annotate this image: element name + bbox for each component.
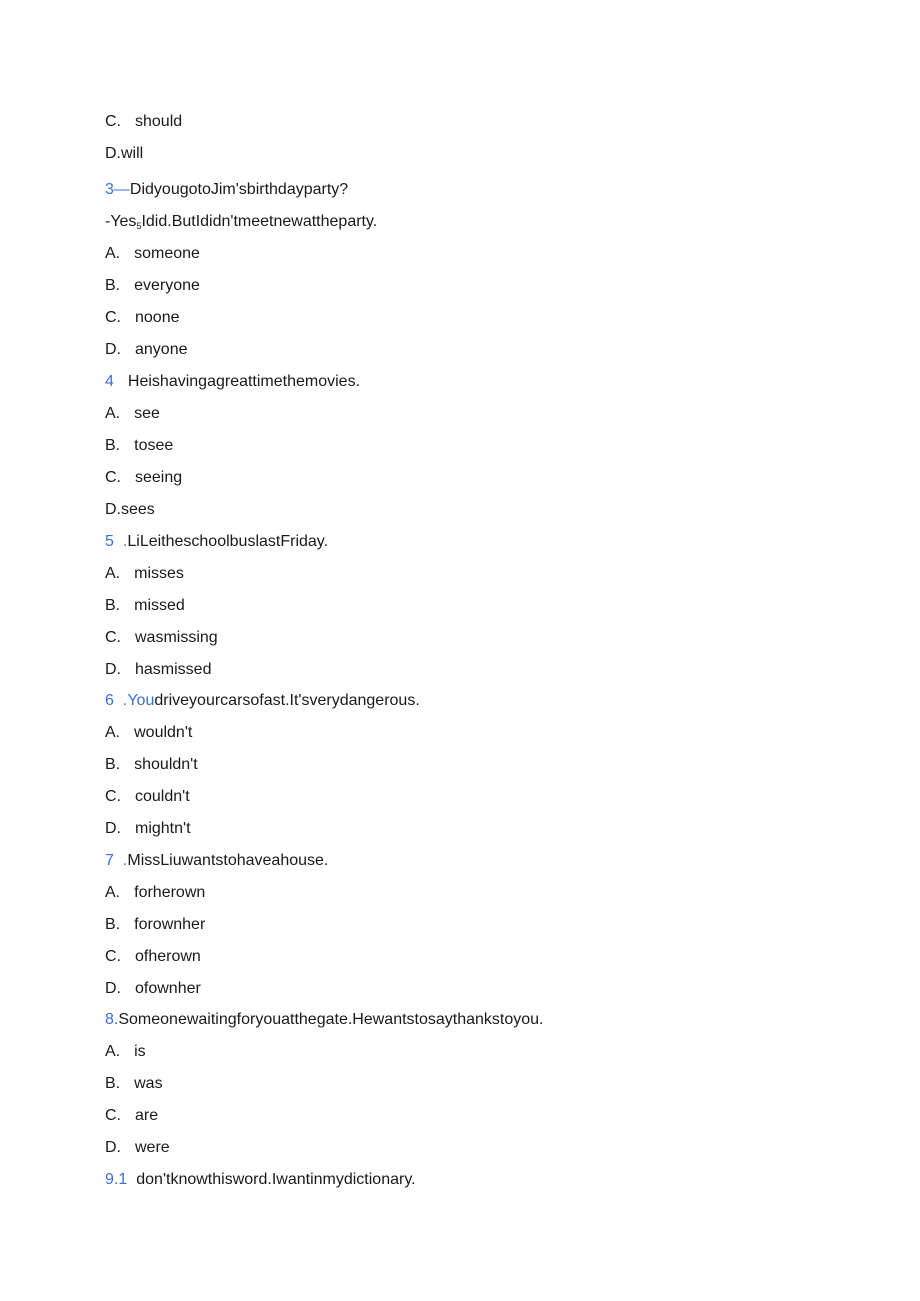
q8-option-b [105, 1073, 163, 1095]
question-dot: . [122, 852, 128, 869]
option-letter: C. [105, 1107, 121, 1124]
q4-option-b [105, 435, 173, 457]
q6-option-a [105, 722, 192, 744]
option-text: ofownher [135, 980, 201, 997]
option-text: D.sees [105, 501, 155, 518]
question-text: DidyougotoJim'sbirthdayparty? [129, 181, 349, 198]
q4-option-c [105, 467, 182, 489]
question-text: Heishavingagreattimethemovies. [127, 373, 361, 390]
question-dot: .You [122, 692, 155, 709]
option-letter: A. [105, 884, 121, 901]
option-letter: B. [105, 277, 121, 294]
option-text: ofherown [135, 948, 201, 965]
option-text: anyone [135, 341, 188, 358]
q8-option-c [105, 1105, 158, 1127]
option-letter: B. [105, 916, 121, 933]
option-letter: A. [105, 1043, 121, 1060]
option-letter: B. [105, 756, 121, 773]
option-c-should [105, 111, 182, 133]
q5-option-c [105, 627, 218, 649]
question-number: 4 [105, 373, 114, 390]
question-3-reply [105, 211, 377, 233]
reply-text-end: Idid.ButIdidn'tmeetnewattheparty. [141, 213, 378, 230]
option-letter: C. [105, 113, 121, 130]
q3-option-d [105, 339, 188, 361]
option-text: seeing [135, 469, 183, 486]
q5-option-d [105, 659, 211, 681]
question-7 [105, 850, 328, 872]
question-5 [105, 531, 328, 553]
option-text: shouldn't [134, 756, 198, 773]
question-text: Someonewaitingforyouatthegate.Hewantstosaythankstoyou. [118, 1011, 544, 1028]
option-text: misses [134, 565, 184, 582]
question-4 [105, 371, 360, 393]
option-text: forherown [134, 884, 206, 901]
reply-subscript: 5 [136, 221, 142, 231]
question-3 [105, 179, 348, 201]
q3-option-c [105, 307, 180, 329]
option-letter: D. [105, 661, 121, 678]
option-text: forownher [134, 916, 206, 933]
q6-option-c [105, 786, 190, 808]
q4-option-d [105, 499, 155, 521]
option-text: is [134, 1043, 146, 1060]
option-letter: A. [105, 724, 121, 741]
q5-option-b [105, 595, 185, 617]
option-text: missed [134, 597, 185, 614]
question-text: LiLeitheschoolbuslastFriday. [127, 533, 329, 550]
q7-option-a [105, 882, 205, 904]
option-text: someone [134, 245, 200, 262]
option-letter: C. [105, 469, 121, 486]
option-letter: A. [105, 405, 121, 422]
option-d-will [105, 143, 143, 165]
question-8 [105, 1009, 544, 1031]
question-text: driveyourcarsofast.It'sverydangerous. [154, 692, 420, 709]
q6-option-d [105, 818, 191, 840]
q5-option-a [105, 563, 184, 585]
option-letter: C. [105, 629, 121, 646]
question-number: 8. [105, 1011, 119, 1028]
option-letter: D. [105, 1139, 121, 1156]
q3-option-a [105, 243, 200, 265]
option-text: tosee [134, 437, 174, 454]
option-text: should [135, 113, 183, 130]
q8-option-a [105, 1041, 146, 1063]
option-text: D.will [105, 145, 144, 162]
option-letter: D. [105, 820, 121, 837]
option-text: couldn't [135, 788, 190, 805]
question-text: MissLiuwantstohaveahouse. [127, 852, 329, 869]
question-number: 5 [105, 533, 114, 550]
option-text: noone [135, 309, 180, 326]
q3-option-b [105, 275, 200, 297]
option-letter: D. [105, 341, 121, 358]
option-letter: C. [105, 788, 121, 805]
q7-option-d [105, 978, 201, 1000]
reply-text-start: -Yes [105, 213, 137, 230]
option-letter: B. [105, 597, 121, 614]
option-text: wouldn't [134, 724, 193, 741]
q7-option-c [105, 946, 201, 968]
question-9 [105, 1169, 416, 1191]
question-number: 9.1 [105, 1171, 128, 1188]
option-text: hasmissed [135, 661, 212, 678]
question-number: 6 [105, 692, 114, 709]
option-text: were [135, 1139, 170, 1156]
option-letter: B. [105, 1075, 121, 1092]
option-text: see [134, 405, 160, 422]
option-text: wasmissing [135, 629, 218, 646]
option-text: everyone [134, 277, 200, 294]
q8-option-d [105, 1137, 170, 1159]
option-letter: A. [105, 245, 121, 262]
q6-option-b [105, 754, 198, 776]
option-letter: D. [105, 980, 121, 997]
q4-option-a [105, 403, 160, 425]
option-text: was [134, 1075, 163, 1092]
option-text: are [135, 1107, 159, 1124]
option-letter: B. [105, 437, 121, 454]
question-number: 3— [105, 181, 130, 198]
option-letter: C. [105, 309, 121, 326]
q7-option-b [105, 914, 205, 936]
question-dot: . [122, 533, 128, 550]
question-6 [105, 690, 420, 712]
option-letter: A. [105, 565, 121, 582]
option-text: mightn't [135, 820, 191, 837]
question-text: don'tknowthisword.Iwantinmydictionary. [136, 1171, 416, 1188]
question-number: 7 [105, 852, 114, 869]
option-letter: C. [105, 948, 121, 965]
